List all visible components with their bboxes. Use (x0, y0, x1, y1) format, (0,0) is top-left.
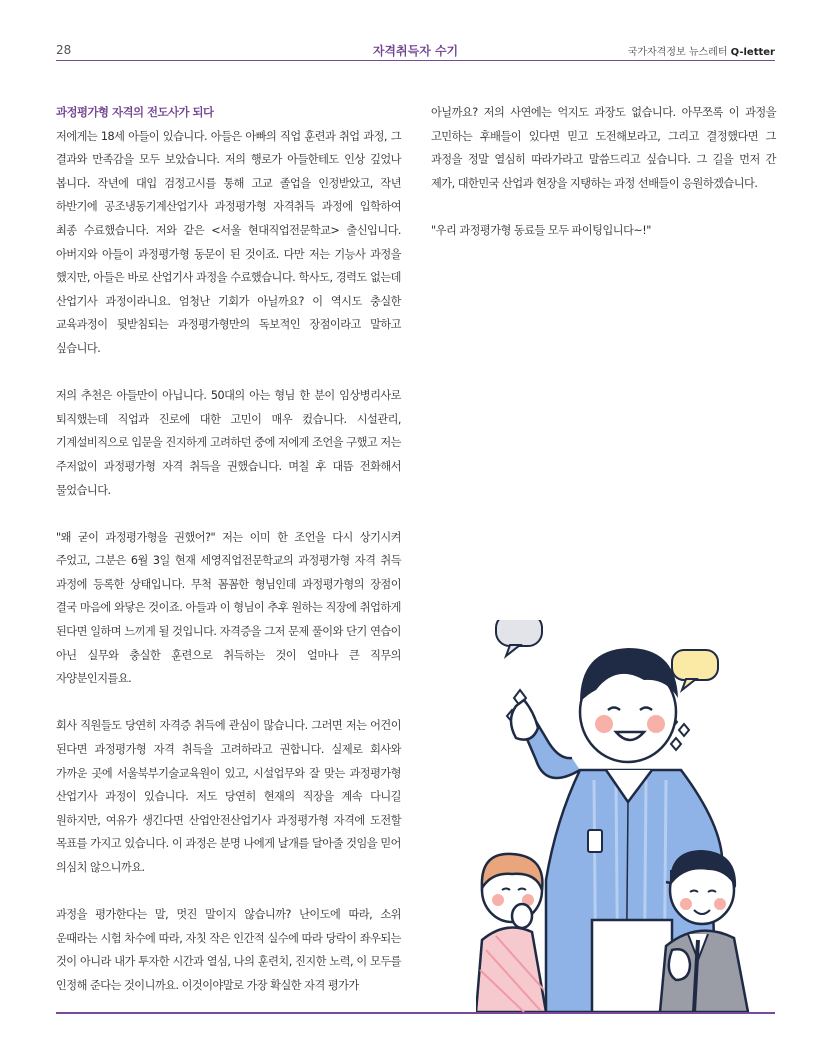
newsletter-brand (628, 43, 775, 58)
closing-quote: "우리 과정평가형 동료들 모두 파이팅입니다~!" (431, 223, 651, 237)
section-title: 자격취득자 수기 (372, 44, 459, 58)
right-column (431, 101, 776, 243)
header-divider (56, 60, 775, 61)
page-header (0, 0, 831, 62)
brand-prefix: 국가자격정보 뉴스레터 (627, 47, 728, 58)
paragraph: "왜 굳이 과정평가형을 권했어?" 저는 이미 한 조언을 다시 상기시켜 주었고, 그분은 6월 3일 현재 세영직업전문학교의 과정평가형 자격 취득 과정에 등록한 상태입니다. 무척 꼼꼼한 형님인데 과정평가형의 장점이 결국 마음에 와닿은 것이죠. 아들과 이 형님이 추후 원하는 직장에 취업하게 된다면 일하며 느끼게 될 것입니다. 자격증을 그저 문제 풀이와 단기 연습이 아닌 실무와 충실한 훈련으로 취득하는 것이 얼마나 큰 직무의 자양분인지를요. (56, 530, 401, 686)
three-people-cheering-illustration (476, 620, 776, 1012)
paragraph: 회사 직원들도 당연히 자격증 취득에 관심이 많습니다. 그러면 저는 어건이 된다면 과정평가형 자격 취득을 고려하라고 권합니다. 실제로 회사와 가까운 곳에 서울북부기술교육원이 있고, 시설업무와 잘 맞는 과정평가형 산업기사 과정이 있습니다. 저도 당연히 현재의 직장을 계속 다니길 원하지만, 여유가 생긴다면 산업안전산업기사 과정평가형 자격에 도전할 목표를 가지고 있습니다. 이 과정은 분명 나에게 날개를 달아줄 것임을 믿어 의심치 않으니까요. (56, 719, 401, 874)
article-title: 과정평가형 자격의 전도사가 되다 (56, 105, 214, 119)
speech-bubble-icon (672, 650, 718, 690)
brand-name: Q-letter (730, 47, 775, 58)
speech-bubble-icon (496, 620, 542, 656)
paragraph: 저에게는 18세 아들이 있습니다. 아들은 아빠의 직업 훈련과 취업 과정, 그 결과와 만족감을 모두 보았습니다. 저의 행로가 아들한테도 인상 깊었나 봅니다. 작년에 대입 검정고시를 통해 고교 졸업을 인정받았고, 작년 하반기에 공조냉동기계산업기사 과정평가형 자격취득 과정에 입학하여 최종 수료했습니다. 저와 같은 <서울 현대직업전문학교> 출신입니다. 아버지와 아들이 과정평가형 동문이 된 것이죠. 다만 저는 기능사 과정을 했지만, 아들은 바로 산업기사 과정을 수료했습니다. 학사도, 경력도 없는데 산업기사 과정이라니요. 엄청난 기회가 아닐까요? 이 역시도 충실한 교육과정이 뒷받침되는 과정평가형만의 독보적인 장점이라고 말하고 싶습니다. (56, 129, 401, 355)
left-column (56, 101, 401, 998)
page-number: 28 (56, 43, 72, 57)
left-person-figure (476, 854, 546, 1012)
paragraph: 과정을 평가한다는 말, 멋진 말이지 않습니까? 난이도에 따라, 소위 운때라는 시험 차수에 따라, 자칫 작은 인간적 실수에 따라 당락이 좌우되는 것이 아니라 내가 투자한 시간과 열심, 나의 훈련치, 진지한 노력, 이 모두를 인정해 준다는 것이니까요. 이것이야말로 가장 확실한 자격 평가가 (56, 908, 401, 992)
footer-divider (56, 1012, 775, 1014)
paragraph: 아닐까요? 저의 사연에는 억지도 과장도 없습니다. 아무쪼록 이 과정을 고민하는 후배들이 있다면 믿고 도전해보라고, 그리고 결정했다면 그 과정을 정말 열심히 따라가라고 말씀드리고 싶습니다. 그 길을 먼저 간 제가, 대한민국 산업과 현장을 지탱하는 과정 선배들이 응원하겠습니다. (431, 106, 776, 190)
paragraph: 저의 추천은 아들만이 아닙니다. 50대의 아는 형님 한 분이 임상병리사로 퇴직했는데 직업과 진로에 대한 고민이 매우 컸습니다. 시설관리, 기계설비직으로 입문을 진지하게 고려하던 중에 저에게 조언을 구했고 저는 주저없이 과정평가형 자격 취득을 권했습니다. 며칠 후 대뜸 전화해서 물었습니다. (56, 389, 401, 497)
